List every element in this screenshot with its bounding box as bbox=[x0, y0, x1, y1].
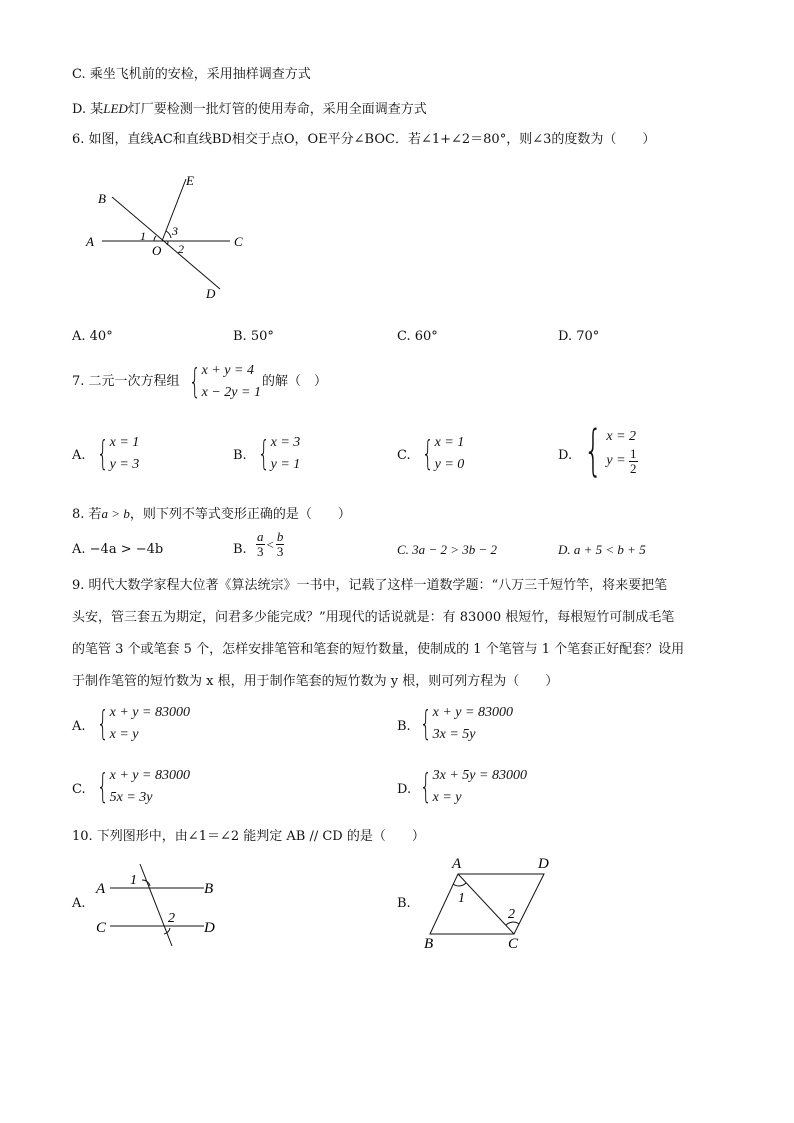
q9-option-b-system bbox=[415, 702, 513, 746]
brace-icon: { bbox=[96, 434, 109, 474]
label-e: E bbox=[186, 173, 194, 188]
q8-stem-pre: 8. 若 bbox=[72, 507, 102, 522]
q7-option-d-system bbox=[576, 419, 638, 482]
q7-option-d-letter: D. bbox=[558, 448, 573, 463]
q9-option-c-system bbox=[92, 765, 190, 809]
diagonal-ac bbox=[458, 874, 514, 934]
q10-stem: 10. 下列图形中，由∠1＝∠2 能判定 AB // CD 的是（ ） bbox=[72, 829, 425, 844]
q5-option-d-led: LED bbox=[103, 101, 128, 116]
q8-stem-post: ，则下列不等式变形正确的是（ ） bbox=[129, 507, 351, 522]
q7-option-b-letter: B. bbox=[233, 448, 247, 463]
denominator: 3 bbox=[276, 544, 284, 559]
label-a: A bbox=[96, 881, 106, 897]
denominator: 2 bbox=[630, 460, 637, 476]
q5-option-c: C. 乘坐飞机前的安检，采用抽样调查方式 bbox=[72, 67, 311, 82]
brace-icon: { bbox=[257, 434, 270, 474]
q7-option-b-system bbox=[253, 432, 300, 476]
eq: x = 1 bbox=[434, 435, 465, 450]
numerator: b bbox=[276, 529, 284, 544]
label-c: C bbox=[96, 920, 107, 936]
eq: y = 0 bbox=[434, 457, 465, 472]
q7-system-eq2: x − 2y = 1 bbox=[201, 385, 261, 400]
eq: y = 3 bbox=[109, 457, 140, 472]
q7-stem-post: 的解（ ） bbox=[262, 374, 328, 389]
numerator: 1 bbox=[630, 445, 637, 461]
label-angle-1: 1 bbox=[140, 229, 146, 243]
eq: x = 1 bbox=[109, 435, 140, 450]
fraction bbox=[629, 447, 638, 476]
q8-option-b-letter: B. bbox=[233, 542, 247, 557]
label-angle-1: 1 bbox=[458, 891, 465, 906]
q6-option-d: D. 70° bbox=[558, 329, 600, 344]
brace-icon: { bbox=[419, 704, 432, 744]
q9-option-a-letter: A. bbox=[72, 719, 86, 734]
q7-option-c-system bbox=[417, 432, 464, 476]
angle-1-arc bbox=[154, 236, 156, 241]
q7-option-c-letter: C. bbox=[397, 448, 411, 463]
q10-figure-b bbox=[420, 852, 560, 952]
label-d: D bbox=[206, 286, 216, 301]
angle-2-arc bbox=[506, 922, 519, 925]
q9-line-3: 的笔管 3 个或笔套 5 个，怎样安排笔管和笔套的短竹数量，使制成的 1 个笔管与 1 个笔套正好配套？设用 bbox=[72, 642, 685, 657]
angle-2-arc bbox=[167, 241, 168, 245]
q5-option-d bbox=[72, 100, 427, 119]
q9-option-d-letter: D. bbox=[397, 782, 412, 797]
eq: x = y bbox=[432, 790, 462, 805]
label-angle-1: 1 bbox=[130, 873, 137, 888]
q9-option-c-letter: C. bbox=[72, 782, 86, 797]
q8-stem bbox=[72, 505, 351, 524]
eq: x = 2 bbox=[606, 428, 637, 444]
q9-option-a-system bbox=[92, 702, 190, 746]
transversal bbox=[140, 864, 172, 946]
eq: x = 3 bbox=[270, 435, 301, 450]
parallelogram bbox=[430, 874, 544, 934]
q9-option-d-system bbox=[415, 765, 527, 809]
q8-condition: a > b bbox=[101, 506, 130, 521]
label-d: D bbox=[538, 856, 549, 872]
q7-option-a-system bbox=[92, 432, 139, 476]
brace-icon: { bbox=[96, 767, 109, 807]
label-o: O bbox=[152, 243, 162, 258]
brace-icon: { bbox=[96, 704, 109, 744]
label-a: A bbox=[452, 856, 462, 872]
q9-option-b-letter: B. bbox=[397, 719, 411, 734]
brace-icon: { bbox=[188, 362, 201, 402]
q9-line-2: 头安，管三套五为期定，问君多少能完成？”用现代的话说就是：有 83000 根短竹，每根短竹可制成毛笔 bbox=[72, 610, 675, 625]
label-angle-3: 3 bbox=[172, 224, 178, 238]
angle-3-arc bbox=[166, 231, 171, 238]
q9-line-1: 9. 明代大数学家程大位著《算法统宗》一书中，记载了这样一道数学题：“八万三千短竹竿，将来要把笔 bbox=[72, 578, 668, 593]
q6-figure bbox=[80, 165, 260, 305]
label-angle-2: 2 bbox=[168, 911, 175, 926]
brace-icon: { bbox=[421, 434, 434, 474]
fraction-a-over-3 bbox=[256, 530, 265, 559]
less-than: < bbox=[266, 536, 274, 552]
q7-system-eq1: x + y = 4 bbox=[201, 363, 254, 378]
q8-option-c: C. 3a − 2 > 3b − 2 bbox=[397, 542, 497, 557]
eq: x + y = 83000 bbox=[109, 768, 190, 783]
label-a: A bbox=[86, 234, 94, 249]
line-bd bbox=[112, 197, 220, 289]
q5-option-d-post: 灯厂要检测一批灯管的使用寿命，采用全面调查方式 bbox=[127, 102, 427, 117]
fraction-b-over-3 bbox=[276, 530, 285, 559]
q8-option-b-expr bbox=[256, 530, 284, 559]
eq: y = 1 bbox=[270, 457, 301, 472]
eq: 3x + 5y = 83000 bbox=[432, 768, 527, 783]
q7-stem-pre: 7. 二元一次方程组 bbox=[72, 374, 180, 389]
q6-stem: 6. 如图，直线AC和直线BD相交于点O，OE平分∠BOC．若∠1+∠2＝80°，则∠3的度数为（ ） bbox=[72, 132, 656, 147]
q7-system bbox=[184, 360, 261, 404]
q10-option-a-letter: A. bbox=[72, 896, 86, 911]
q7-option-a-letter: A. bbox=[72, 448, 86, 463]
eq: 3x = 5y bbox=[432, 727, 476, 742]
eq bbox=[606, 447, 637, 476]
label-b: B bbox=[424, 936, 434, 952]
label-b: B bbox=[98, 191, 106, 206]
eq: x = y bbox=[109, 727, 139, 742]
q6-option-a: A. 40° bbox=[72, 329, 113, 344]
brace-icon: { bbox=[419, 767, 432, 807]
denominator: 3 bbox=[257, 544, 264, 559]
label-c: C bbox=[234, 234, 243, 249]
eq: 5x = 3y bbox=[109, 790, 153, 805]
q10-option-b-letter: B. bbox=[397, 896, 411, 911]
label-c: C bbox=[508, 936, 519, 952]
numerator: a bbox=[257, 529, 264, 544]
label-d: D bbox=[204, 920, 215, 936]
label-b: B bbox=[204, 881, 214, 897]
q5-option-d-pre: D. 某 bbox=[72, 102, 104, 117]
label-angle-2: 2 bbox=[178, 242, 184, 256]
q9-line-4: 于制作笔管的短竹数为 x 根，用于制作笔套的短竹数为 y 根，则可列方程为（ ） bbox=[72, 674, 559, 689]
q8-option-a: A. −4a > −4b bbox=[72, 542, 164, 557]
q6-option-b: B. 50° bbox=[233, 329, 274, 344]
label-angle-2: 2 bbox=[508, 907, 515, 922]
angle-1-arc bbox=[142, 880, 150, 886]
eq-lhs: y = bbox=[606, 453, 630, 468]
q6-option-c: C. 60° bbox=[397, 329, 438, 344]
eq: x + y = 83000 bbox=[432, 705, 513, 720]
angle-1-arc bbox=[453, 883, 466, 886]
brace-icon: { bbox=[583, 419, 603, 482]
eq: x + y = 83000 bbox=[109, 705, 190, 720]
q10-figure-a bbox=[92, 858, 232, 948]
q8-option-d: D. a + 5 < b + 5 bbox=[558, 542, 646, 557]
